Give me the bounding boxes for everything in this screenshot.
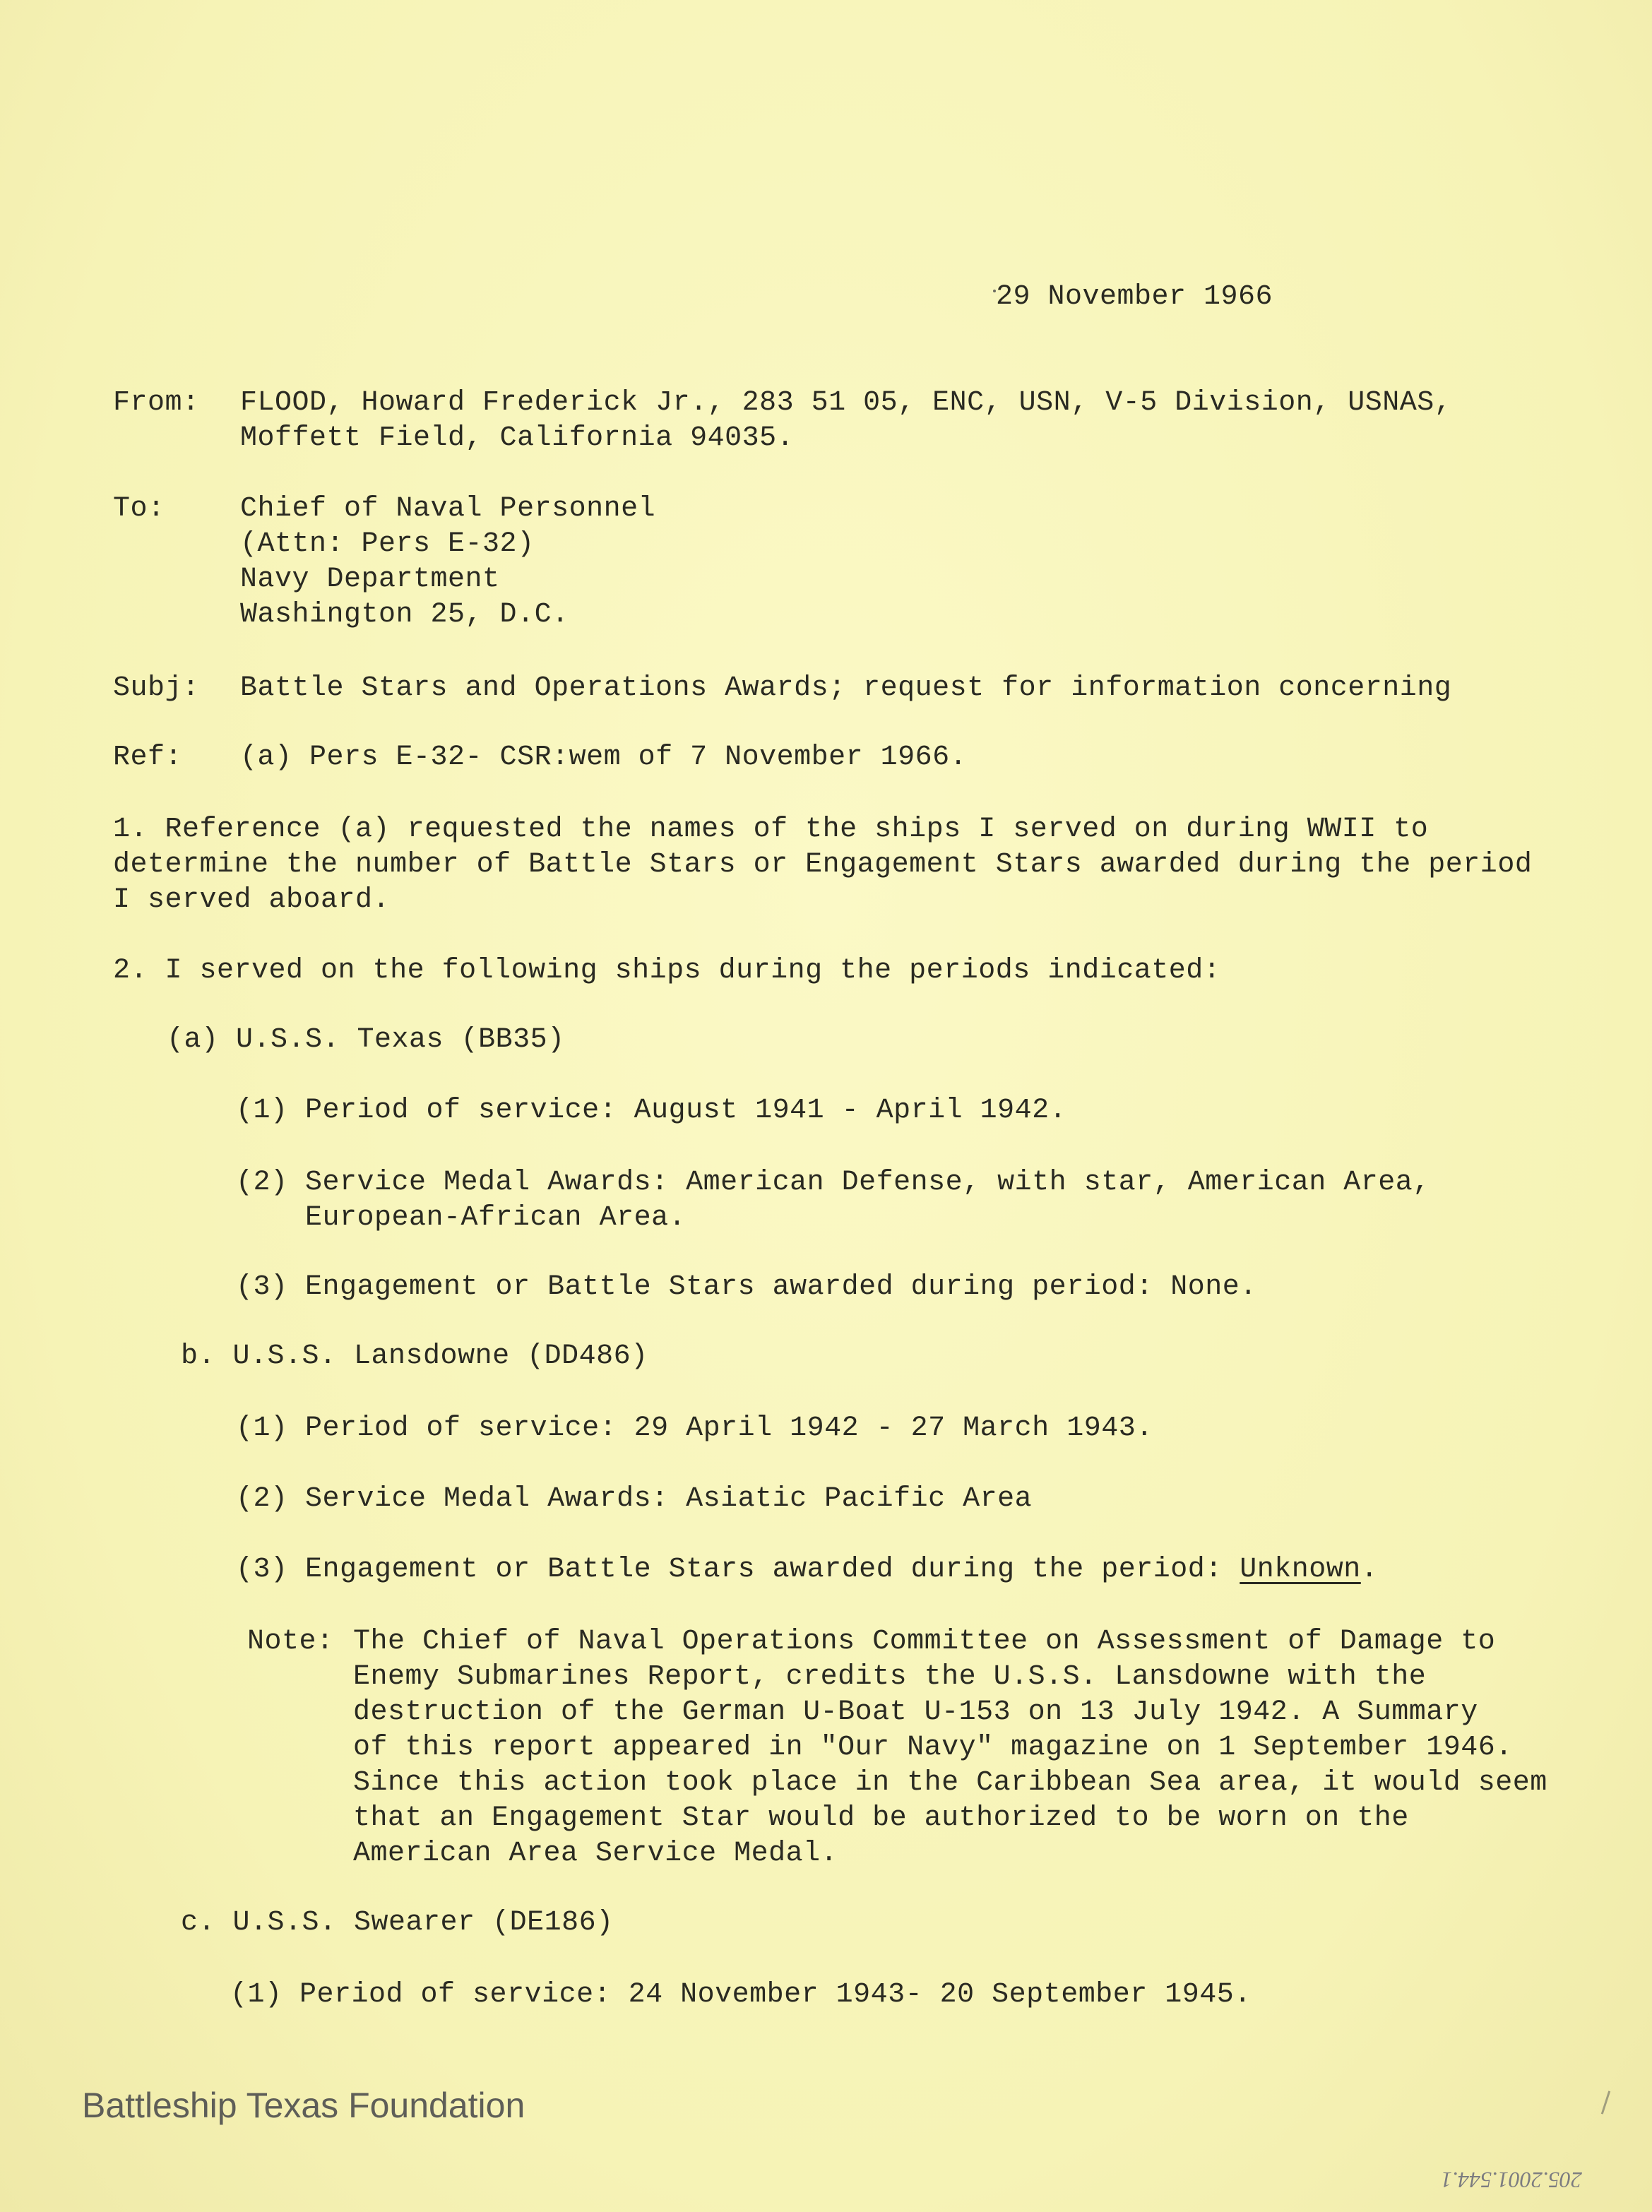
para1-line-1: 1. Reference (a) requested the names of the ships I served on during WWII to — [113, 814, 1429, 845]
note-line-2: Enemy Submarines Report, credits the U.S.S. Lansdowne with the — [353, 1661, 1427, 1693]
ship-b-item-3-text: (3) Engagement or Battle Stars awarded during the period: — [236, 1554, 1240, 1586]
from-line-1: FLOOD, Howard Frederick Jr., 283 51 05, ENC, USN, V-5 Division, USNAS, — [240, 387, 1452, 419]
ship-b-item-3-unknown: Unknown — [1240, 1554, 1361, 1586]
ship-b-item-3-period: . — [1360, 1554, 1379, 1586]
note-line-3: destruction of the German U-Boat U-153 on 13 July 1942. A Summary — [353, 1696, 1478, 1728]
ship-a-item-3: (3) Engagement or Battle Stars awarded during period: None. — [236, 1271, 1257, 1303]
para2-line: 2. I served on the following ships during the periods indicated: — [113, 955, 1221, 987]
to-line-2: (Attn: Pers E-32) — [240, 528, 535, 560]
note-label: Note: — [247, 1626, 334, 1658]
ship-b-title: b. U.S.S. Lansdowne (DD486) — [181, 1340, 648, 1372]
ship-c-item-1: (1) Period of service: 24 November 1943- 20 September 1945. — [230, 1979, 1252, 2011]
ship-b-item-1: (1) Period of service: 29 April 1942 - 27 March 1943. — [236, 1413, 1153, 1444]
reference-line: (a) Pers E-32- CSR:wem of 7 November 1966. — [240, 742, 968, 773]
ship-a-item-2-line-2: European-African Area. — [305, 1202, 687, 1234]
para1-line-3: I served aboard. — [113, 884, 391, 916]
note-line-4: of this report appeared in "Our Navy" magazine on 1 September 1946. — [353, 1732, 1513, 1764]
note-line-1: The Chief of Naval Operations Committee on Assessment of Damage to — [353, 1626, 1496, 1658]
ship-c-title: c. U.S.S. Swearer (DE186) — [181, 1907, 614, 1939]
to-line-1: Chief of Naval Personnel — [240, 493, 656, 525]
para1-line-2: determine the number of Battle Stars or Engagement Stars awarded during the period — [113, 849, 1533, 881]
to-line-3: Navy Department — [240, 564, 500, 595]
accession-stamp: 205.2001.544.1 — [1441, 2168, 1582, 2193]
ship-b-item-3 — [236, 1552, 1378, 1588]
to-label: To: — [113, 493, 165, 525]
ship-a-item-2-line-1: (2) Service Medal Awards: American Defense, with star, American Area, — [236, 1167, 1430, 1199]
note-line-5: Since this action took place in the Caribbean Sea area, it would seem — [353, 1767, 1547, 1799]
ref-label: Ref: — [113, 742, 183, 773]
pencil-mark — [1601, 2091, 1610, 2114]
to-line-4: Washington 25, D.C. — [240, 599, 569, 631]
letter-date: 29 November 1966 — [996, 281, 1273, 313]
note-line-7: American Area Service Medal. — [353, 1838, 838, 1869]
subj-label: Subj: — [113, 672, 200, 704]
ship-a-item-1: (1) Period of service: August 1941 - April 1942. — [236, 1095, 1067, 1126]
from-line-2: Moffett Field, California 94035. — [240, 422, 795, 454]
note-line-6: that an Engagement Star would be authorized to be worn on the — [353, 1802, 1409, 1834]
ship-b-item-2: (2) Service Medal Awards: Asiatic Pacific Area — [236, 1483, 1033, 1515]
subject-line: Battle Stars and Operations Awards; request for information concerning — [240, 672, 1452, 704]
watermark: Battleship Texas Foundation — [82, 2086, 525, 2125]
paper-speck — [993, 290, 996, 292]
ship-a-title: (a) U.S.S. Texas (BB35) — [167, 1024, 565, 1056]
from-label: From: — [113, 387, 200, 419]
